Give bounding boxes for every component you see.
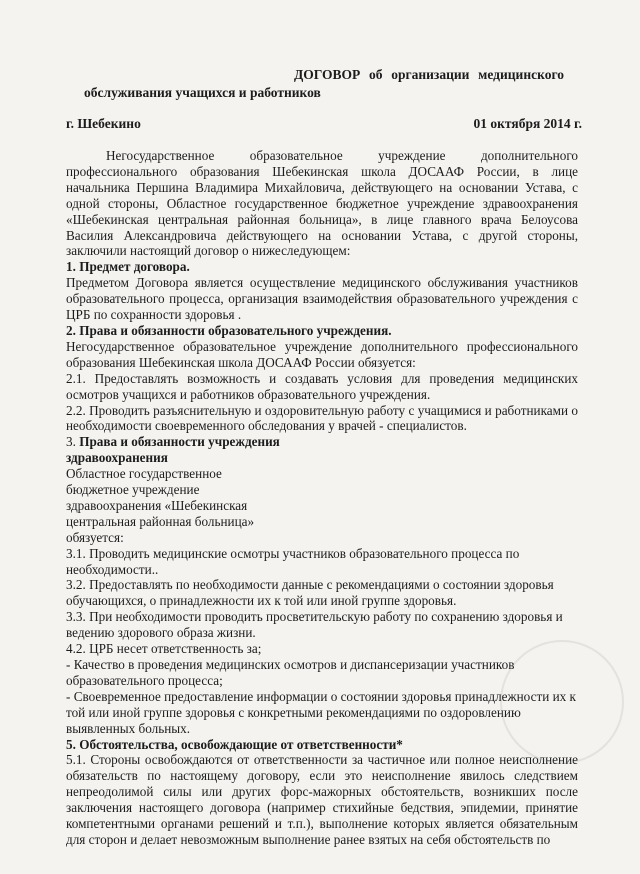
section-3-number: 3. [66, 434, 76, 450]
section-2-text: Негосударственное образовательное учреждение дополнительного профессионального образования Шебекинская школа ДОСААФ России обязуется: [66, 338, 578, 370]
section-2-item-2: 2.2. Проводить разъяснительную и оздоровительную работу с учащимися и работниками о необходимости своевременного обследования у врачей - специалистов. [66, 402, 578, 434]
contract-date: 01 октября 2014 г. [473, 116, 582, 131]
section-4-heading: 4.2. ЦРБ несет ответственность за; [66, 641, 262, 657]
section-5-heading: 5. Обстоятельства, освобождающие от ответственности* [66, 736, 403, 752]
city: г. Шебекино [66, 116, 141, 131]
section-4-item-2: - Своевременное предоставление информации о состоянии здоровья принадлежности их к той или иной группе здоровья с конкретными рекомендациями по оздоровлению выявленных больных. [66, 688, 576, 736]
document-body [66, 148, 578, 848]
section-1-text: Предметом Договора является осуществление медицинского обслуживания участников образовательного процесса, организация взаимодействия образовательного учреждения с ЦРБ по сохранности здоровья . [66, 275, 578, 323]
section-2-item-1: 2.1. Предоставлять возможность и создавать условия для проведения медицинских осмотров учащихся и работников образовательного учреждения. [66, 370, 578, 402]
section-1-heading: 1. Предмет договора. [66, 259, 190, 275]
faded-stamp [500, 640, 624, 764]
section-3-item-1: 3.1. Проводить медицинские осмотры участников образовательного процесса по необходимости.. [66, 545, 520, 577]
section-5-item-1: 5.1. Стороны освобождаются от ответственности за частичное или полное неисполнение обязательств по настоящему договору, если это неисполнение явилось следствием непреодолимой силы или других форс-мажорных обстоятельств, возникших после заключения настоящего договора (например стихийные бедствия, эпидемии, принятие компетентными органами решений и т.п.), выполнение которых является обязательным для сторон и делает невозможным выполнение ранее взятых на себя обстоятельств по [66, 752, 578, 847]
document-title [84, 66, 564, 102]
section-2-heading: 2. Права и обязанности образовательного учреждения. [66, 322, 392, 338]
section-4-item-1: - Качество в проведения медицинских осмотров и диспансеризации участников образовательного процесса; [66, 657, 515, 688]
section-3-title: Права и обязанности учреждения здравоохранения [66, 434, 280, 466]
section-3-item-3: 3.3. При необходимости проводить просветительскую работу по сохранению здоровья и ведению здорового образа жизни. [66, 609, 563, 641]
section-3-text: Областное государственное бюджетное учреждение здравоохранения «Шебекинская центральная районная больница» обязуется: [66, 466, 255, 545]
intro-paragraph: Негосударственное образовательное учреждение дополнительного профессионального образования Шебекинская школа ДОСААФ России, в лице начальника Першина Владимира Михайловича, действующего на основании Устава, с одной стороны, Областное государственное бюджетное учреждение здравоохранения «Шебекинская центральная районная больница», в лице главного врача Белоусова Василия Александровича действующего на основании Устава, с другой стороны, заключили настоящий договор о нижеследующем: [66, 148, 578, 259]
title-line-2: обслуживания учащихся и работников [84, 85, 321, 100]
section-3-item-2: 3.2. Предоставлять по необходимости данные с рекомендациями о состоянии здоровья обучающихся, о принадлежности их к той или иной группе здоровья. [66, 577, 554, 609]
section-3-heading [66, 434, 286, 466]
title-line-1: ДОГОВОР об организации медицинского [294, 67, 564, 82]
